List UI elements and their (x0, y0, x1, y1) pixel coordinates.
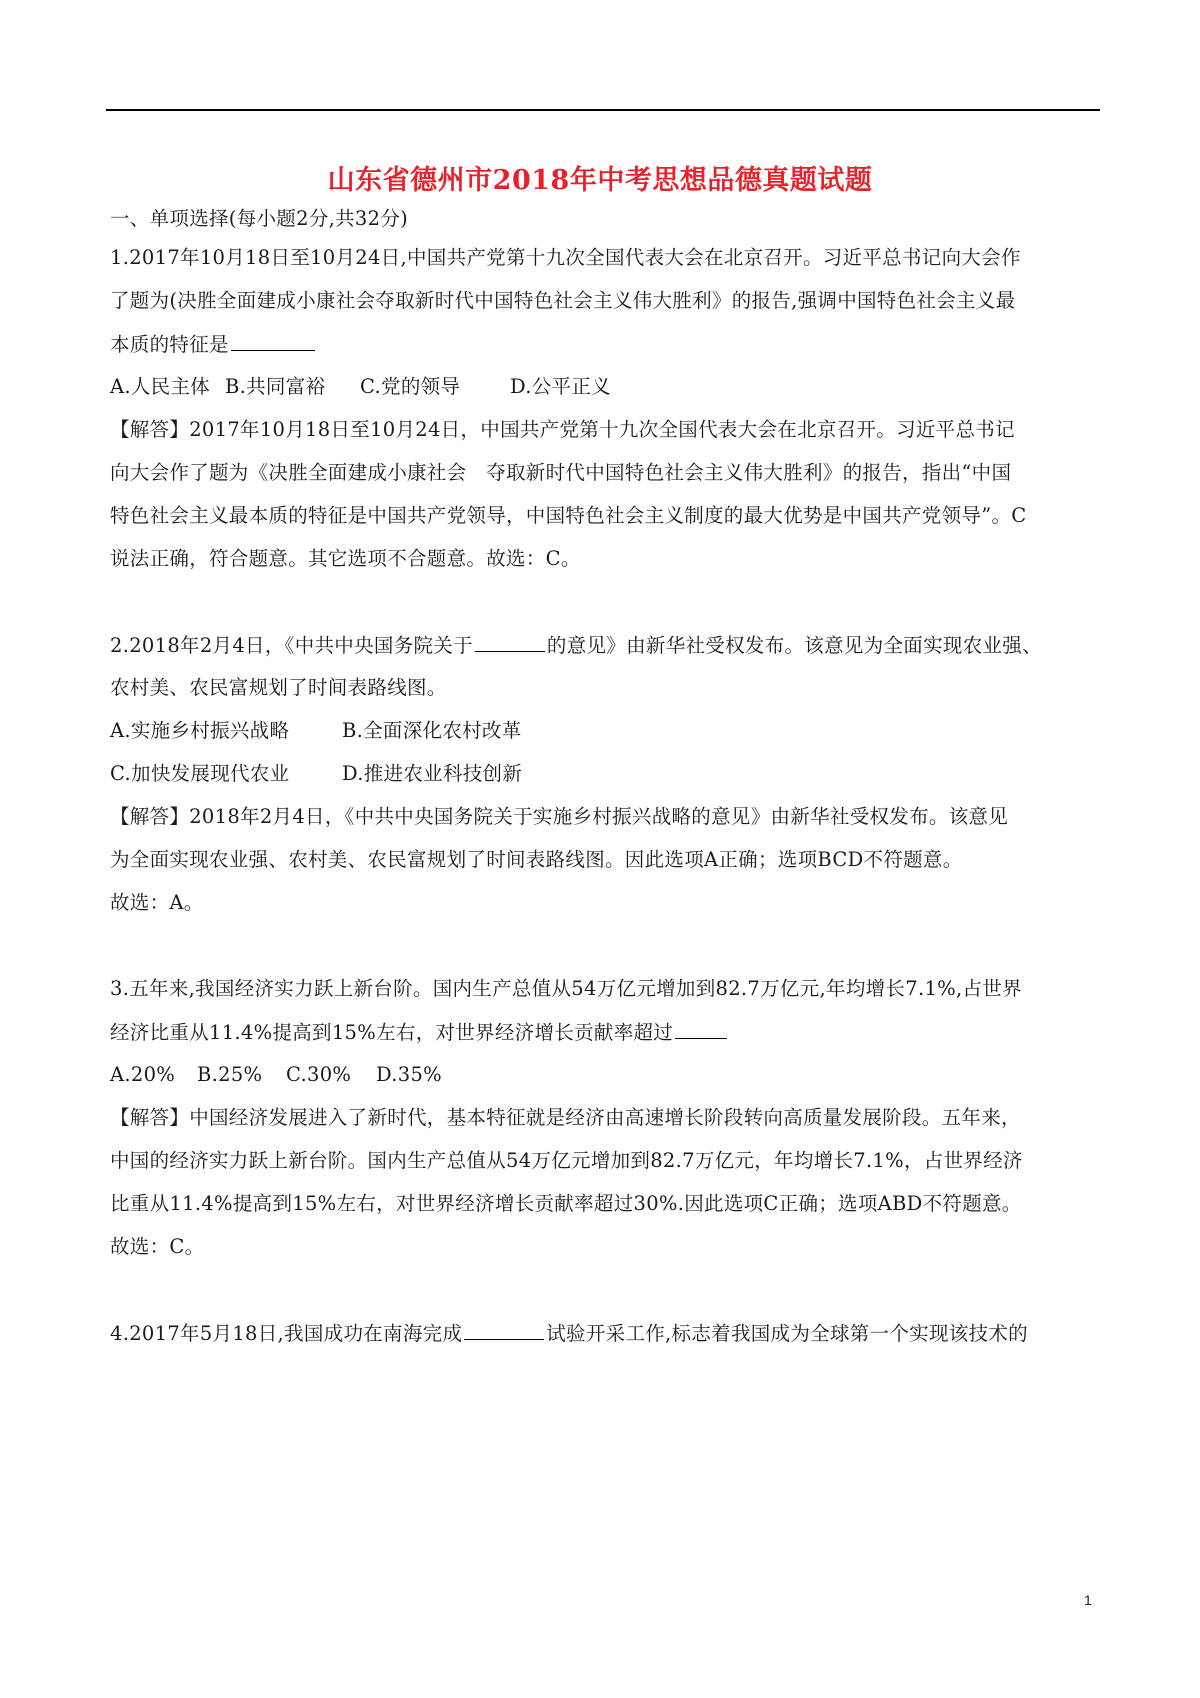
q4-stem-text-b: 试验开采工作,标志着我国成为全球第一个实现该技术的 (546, 1322, 1028, 1345)
q2-option-b: B.全面深化农村改革 (342, 719, 522, 742)
q3-answer-line-3: 比重从11.4%提高到15%左右，对世界经济增长贡献率超过30%.因此选项C正确；选项ABD不符题意。 (110, 1192, 1022, 1215)
q3-stem-line-2 (110, 1018, 1100, 1047)
q3-option-d: D.35% (376, 1063, 442, 1086)
q2-options-row-2 (110, 760, 1100, 788)
q1-option-b: B.共同富裕 (225, 375, 326, 398)
q1-stem-text: 本质的特征是 (110, 333, 229, 356)
q1-option-a: A.人民主体 (110, 375, 211, 398)
q1-answer-blank (231, 330, 315, 351)
q1-answer-line-1: 【解答】2017年10月18日至10月24日，中国共产党第十九次全国代表大会在北京召开。习近平总书记 (110, 418, 1015, 441)
q1-answer-line-2: 向大会作了题为《决胜全面建成小康社会 夺取新时代中国特色社会主义伟大胜利》的报告，指出“中国 (110, 461, 1012, 484)
q2-option-c: C.加快发展现代农业 (110, 762, 290, 785)
q2-stem-line-1 (110, 631, 1100, 660)
q3-stem-line-1: 3.五年来,我国经济实力跃上新台阶。国内生产总值从54万亿元增加到82.7万亿元,年均增长7.1%,占世界 (110, 977, 1022, 1000)
q3-option-a: A.20% (110, 1063, 176, 1086)
q2-answer-blank (475, 631, 545, 652)
q2-stem-text-a: 2.2018年2月4日，《中共中央国务院关于 (110, 634, 473, 657)
q2-stem-line-2: 农村美、农民富规划了时间表路线图。 (110, 676, 447, 699)
q2-answer-line-1: 【解答】2018年2月4日，《中共中央国务院关于实施乡村振兴战略的意见》由新华社受权发布。该意见 (110, 805, 1009, 828)
q4-stem-line-1 (110, 1319, 1100, 1348)
q2-stem-text-b: 的意见》由新华社受权发布。该意见为全面实现农业强、 (546, 634, 1042, 657)
q3-answer-blank (675, 1018, 727, 1039)
q1-option-c: C.党的领导 (360, 375, 461, 398)
q1-stem-line-2: 了题为(决胜全面建成小康社会夺取新时代中国特色社会主义伟大胜利》的报告,强调中国特色社会主义最 (110, 289, 1016, 312)
q3-stem-text: 经济比重从11.4%提高到15%左右，对世界经济增长贡献率超过 (110, 1021, 674, 1044)
q2-answer-line-3: 故选：A。 (110, 891, 204, 914)
q3-options (110, 1061, 1100, 1089)
q1-stem-line-3 (110, 330, 1100, 359)
q1-stem-line-1: 1.2017年10月18日至10月24日,中国共产党第十九次全国代表大会在北京召开。习近平总书记向大会作 (110, 246, 1021, 269)
q2-option-d: D.推进农业科技创新 (342, 762, 523, 785)
q1-answer-line-4: 说法正确，符合题意。其它选项不合题意。故选：C。 (110, 547, 581, 570)
q4-answer-blank (464, 1319, 544, 1340)
section-heading: 一、单项选择(每小题2分,共32分) (110, 207, 409, 230)
q1-answer-line-3: 特色社会主义最本质的特征是中国共产党领导，中国特色社会主义制度的最大优势是中国共产党领导”。C (110, 504, 1027, 527)
q3-answer-line-2: 中国的经济实力跃上新台阶。国内生产总值从54万亿元增加到82.7万亿元，年均增长7.1%，占世界经济 (110, 1149, 1023, 1172)
q3-option-b: B.25% (197, 1063, 263, 1086)
header-rule (106, 109, 1100, 111)
page-title: 山东省德州市2018年中考思想品德真题试题 (327, 165, 873, 196)
q2-option-a: A.实施乡村振兴战略 (110, 719, 290, 742)
q3-option-c: C.30% (286, 1063, 352, 1086)
q1-option-d: D.公平正义 (510, 375, 611, 398)
page-number: 1 (1084, 1592, 1092, 1608)
q1-options (110, 373, 1100, 401)
q3-answer-line-4: 故选：C。 (110, 1235, 205, 1258)
q2-answer-line-2: 为全面实现农业强、农村美、农民富规划了时间表路线图。因此选项A正确；选项BCD不符题意。 (110, 848, 963, 871)
q2-options-row-1 (110, 717, 1100, 745)
q3-answer-line-1: 【解答】中国经济发展进入了新时代，基本特征就是经济由高速增长阶段转向高质量发展阶段。五年来， (110, 1106, 1021, 1129)
q4-stem-text-a: 4.2017年5月18日,我国成功在南海完成 (110, 1322, 463, 1345)
